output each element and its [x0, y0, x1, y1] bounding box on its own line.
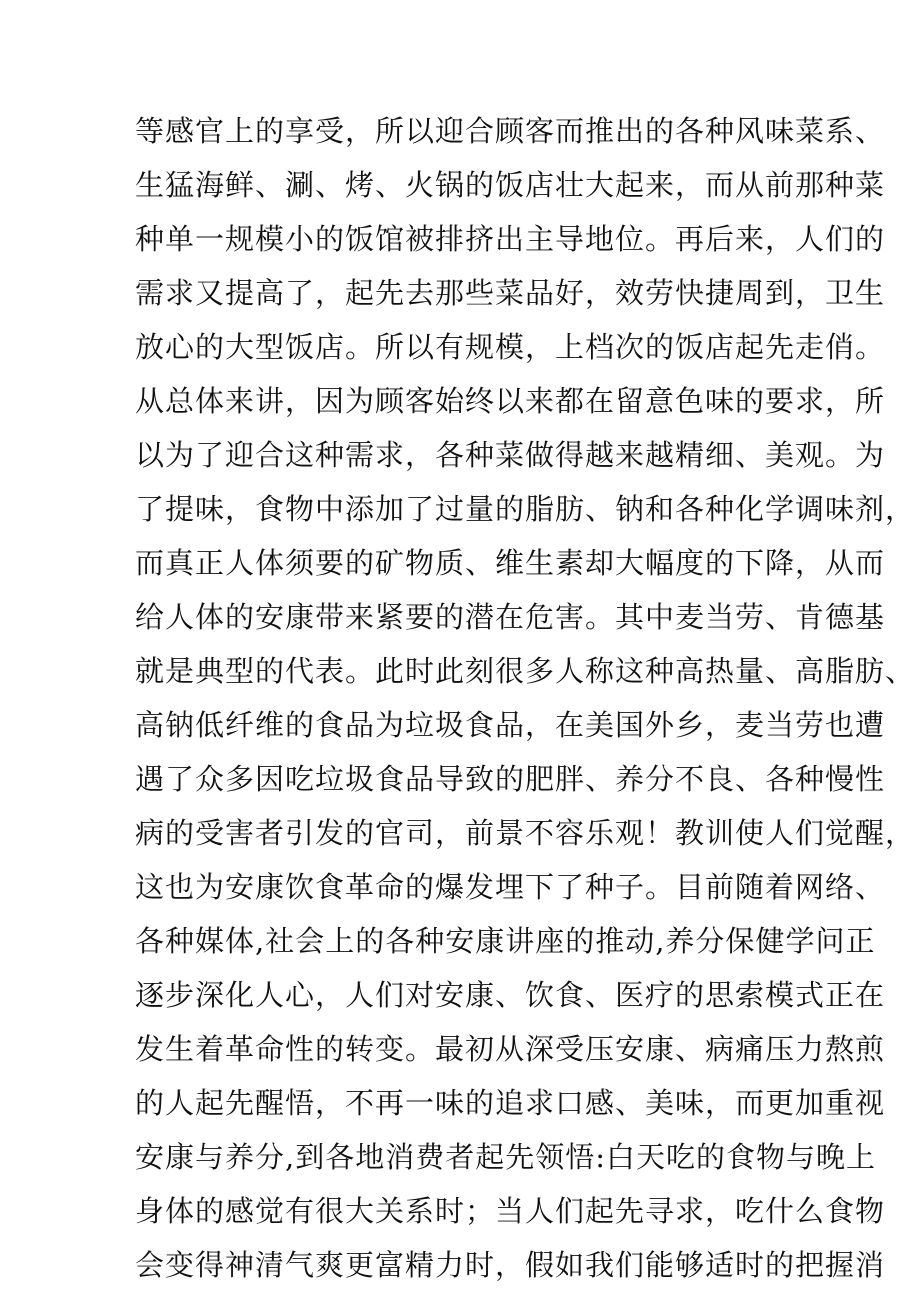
text-line: 的人起先醒悟，不再一味的追求口感、美味，而更加重视 [135, 1086, 886, 1120]
text-line: 这也为安康饮食革命的爆发埋下了种子。目前随着网络、 [135, 870, 886, 904]
text-line: 生猛海鲜、涮、烤、火锅的饭店壮大起来，而从前那种菜 [135, 168, 886, 202]
text-line: 安康与养分,到各地消费者起先领悟:白天吃的食物与晚上 [135, 1140, 876, 1174]
text-line: 病的受害者引发的官司，前景不容乐观！教训使人们觉醒， [135, 816, 916, 850]
text-line: 等感官上的享受，所以迎合顾客而推出的各种风味菜系、 [135, 114, 886, 148]
body-text [135, 104, 916, 1292]
text-line: 了提味，食物中添加了过量的脂肪、钠和各种化学调味剂， [135, 492, 916, 526]
text-line: 身体的感觉有很大关系时；当人们起先寻求，吃什么食物 [135, 1194, 886, 1228]
text-line: 各种媒体,社会上的各种安康讲座的推动,养分保健学问正 [135, 924, 876, 958]
text-line: 放心的大型饭店。所以有规模，上档次的饭店起先走俏。 [135, 330, 886, 364]
text-line: 以为了迎合这种需求，各种菜做得越来越精细、美观。为 [135, 438, 886, 472]
text-line: 给人体的安康带来紧要的潜在危害。其中麦当劳、肯德基 [135, 600, 886, 634]
text-line: 种单一规模小的饭馆被排挤出主导地位。再后来，人们的 [135, 222, 886, 256]
text-line: 遇了众多因吃垃圾食品导致的肥胖、养分不良、各种慢性 [135, 762, 886, 796]
text-line: 而真正人体须要的矿物质、维生素却大幅度的下降，从而 [135, 546, 886, 580]
text-line: 高钠低纤维的食品为垃圾食品，在美国外乡，麦当劳也遭 [135, 708, 886, 742]
text-line: 就是典型的代表。此时此刻很多人称这种高热量、高脂肪、 [135, 654, 916, 688]
text-line: 发生着革命性的转变。最初从深受压安康、病痛压力熬煎 [135, 1032, 886, 1066]
text-line: 逐步深化人心，人们对安康、饮食、医疗的思索模式正在 [135, 978, 886, 1012]
text-line: 会变得神清气爽更富精力时，假如我们能够适时的把握消 [135, 1248, 886, 1282]
text-line: 需求又提高了，起先去那些菜品好，效劳快捷周到，卫生 [135, 276, 886, 310]
text-line: 从总体来讲，因为顾客始终以来都在留意色味的要求，所 [135, 384, 886, 418]
